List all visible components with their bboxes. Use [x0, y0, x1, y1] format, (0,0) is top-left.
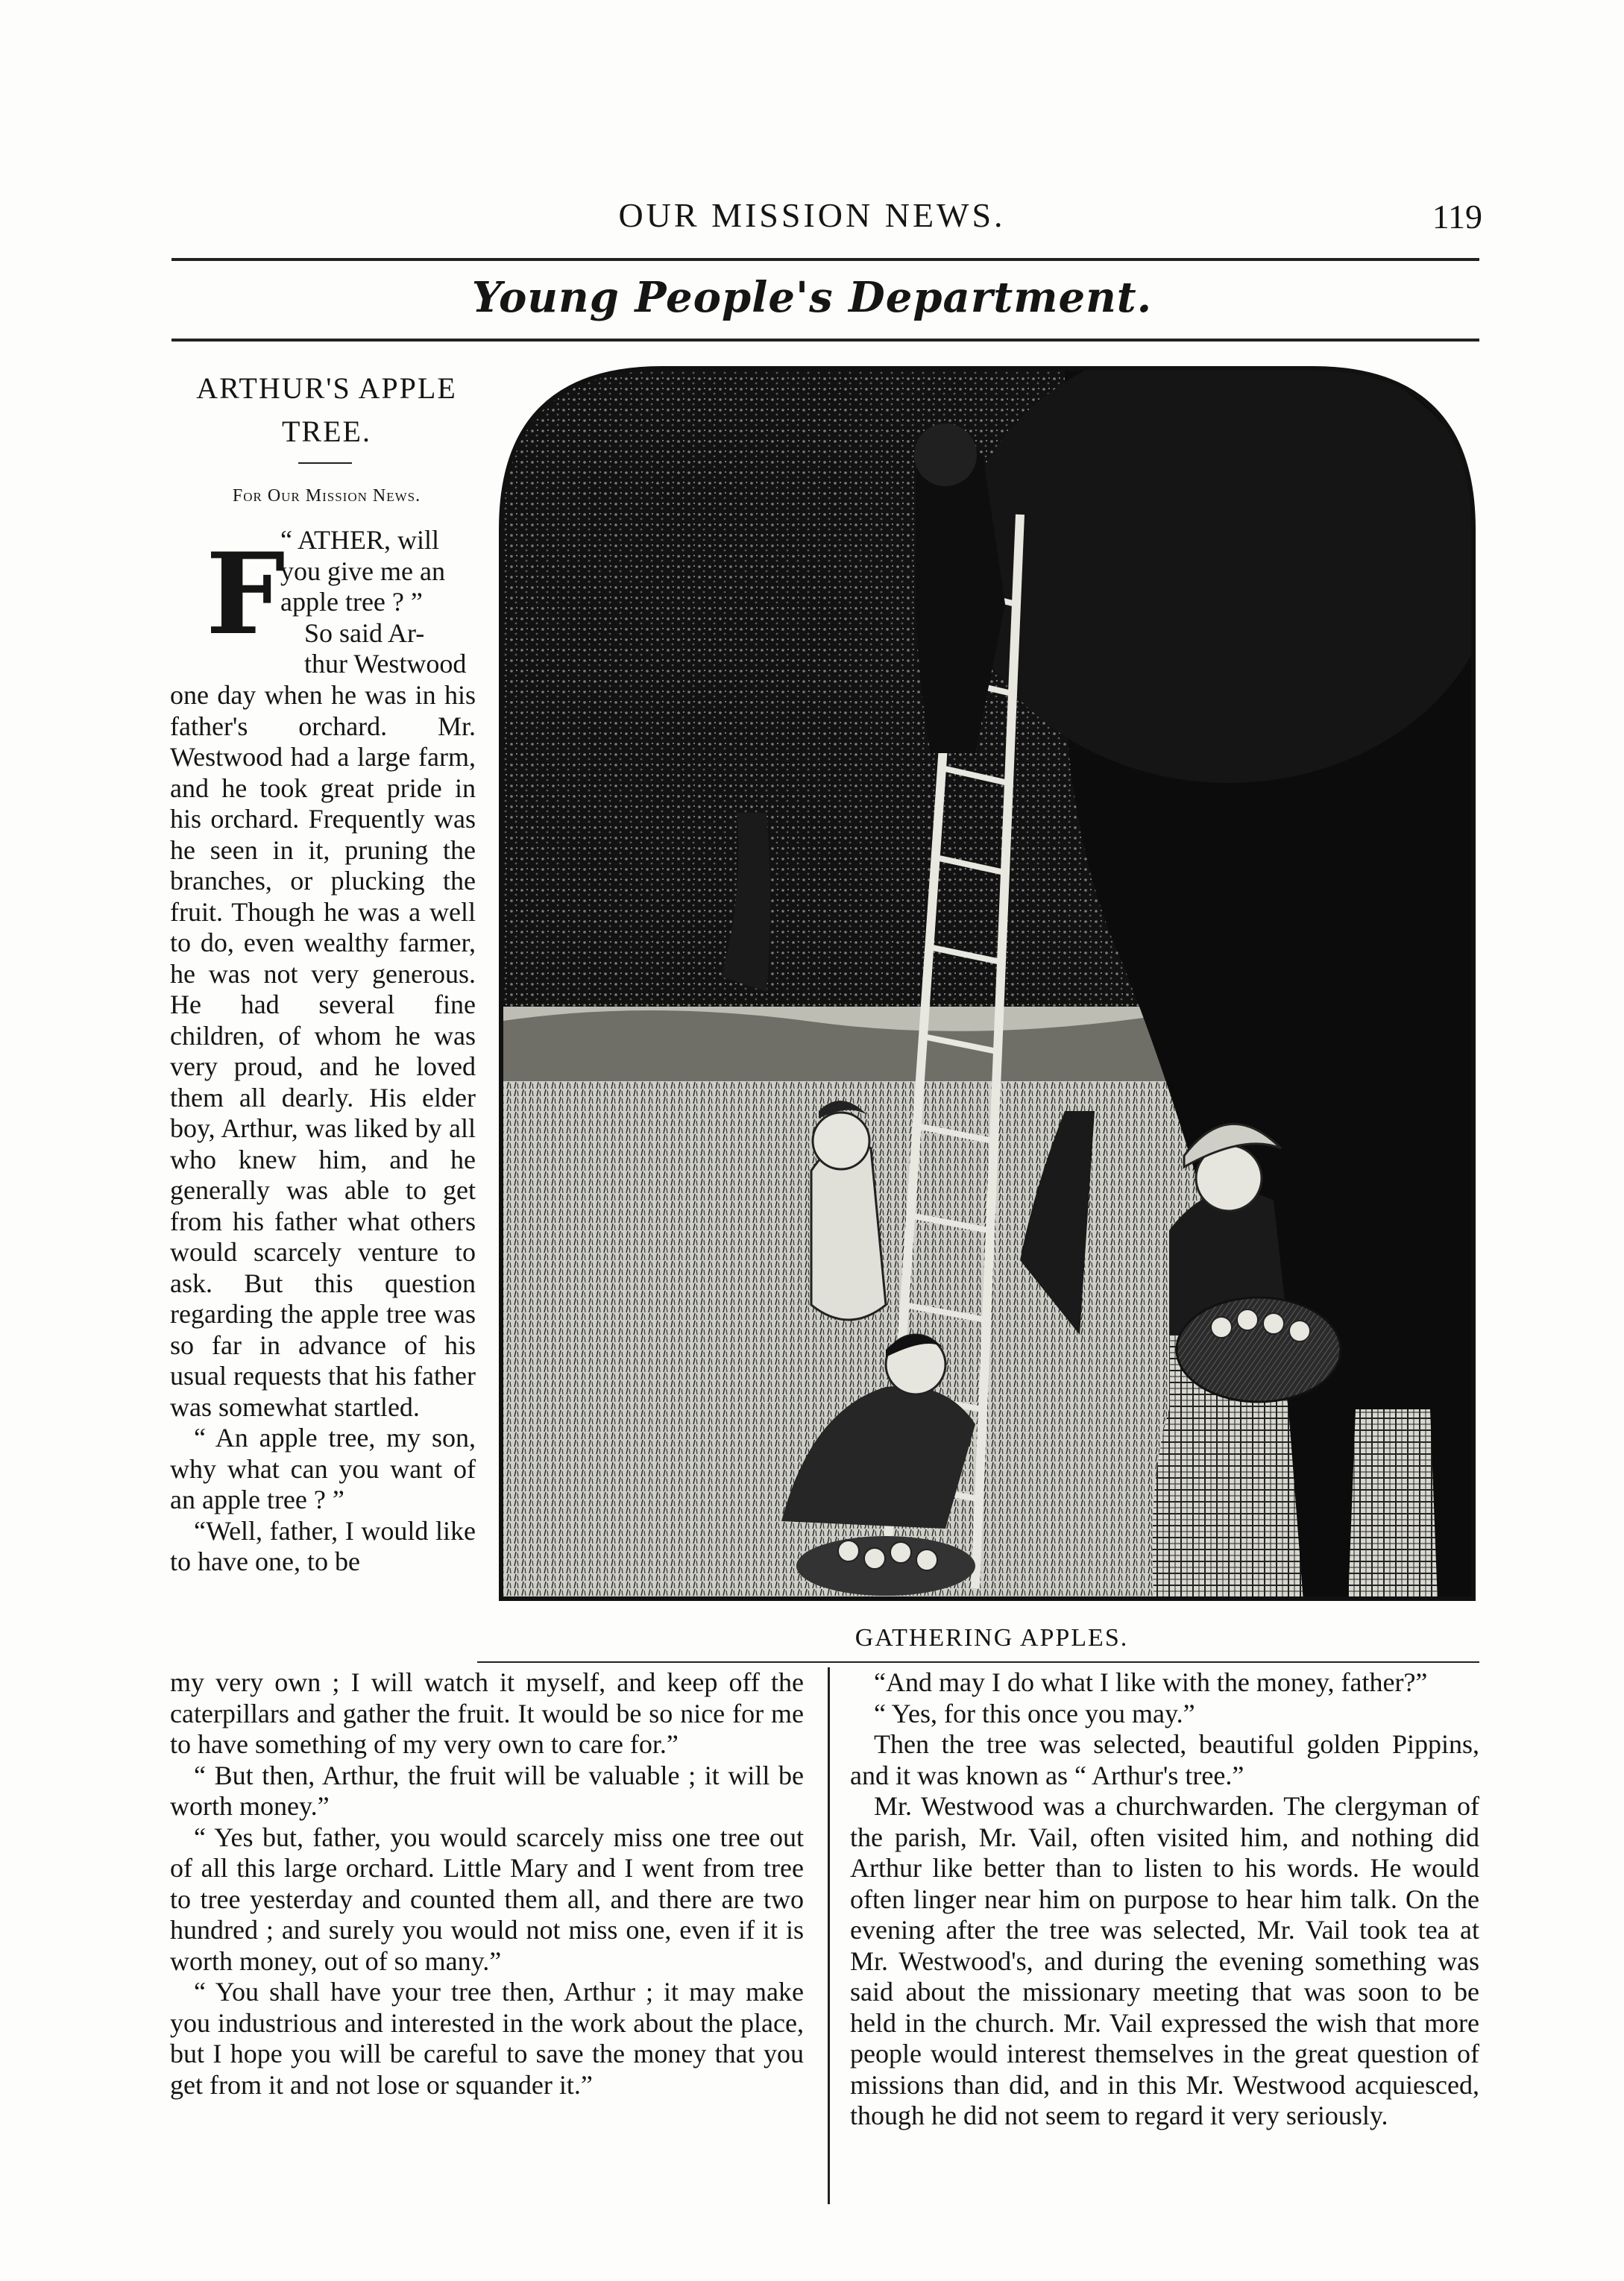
paragraph: Then the tree was selected, beautiful golden Pippins, and it was known as “ Arthur's tree.” [850, 1729, 1479, 1790]
paragraph: one day when he was in his father's orchard. Mr. Westwood had a large farm, and he took great pride in his orchard. Frequently was he seen in it, pruning the branches, or plucking the fruit. Though he was a well to do, even wealthy farmer, he was not very generous. He had several fine children, of whom he was very proud, and he loved them all dearly. His elder boy, Arthur, was liked by all who knew him, and he generally was able to get from his father what others would scarcely venture to ask. But this question regarding the apple tree was so far in advance of his usual requests that his father was somewhat startled. [170, 680, 476, 1422]
paragraph: my very own ; I will watch it myself, and keep off the caterpillars and gather the fruit. It would be so nice for me to have something of my very own to care for.” [170, 1667, 804, 1759]
drop-cap: F [206, 529, 286, 660]
gathering-apples-illustration [498, 365, 1476, 1602]
paragraph: “ Yes but, father, you would scarcely miss one tree out of all this large orchard. Little Mary and I went from tree to tree yesterday and counted them all, and there are two hundred ; and surely you would not miss one, even if it is worth money, out of so many.” [170, 1822, 804, 1976]
page-number: 119 [1432, 198, 1482, 236]
header-rule [171, 258, 1479, 261]
illustration-caption: GATHERING APPLES. [855, 1624, 1129, 1652]
opening-lines [170, 525, 476, 680]
paragraph: “ Yes, for this once you may.” [874, 1698, 1195, 1728]
opening-line: apple tree ? ” [280, 587, 423, 617]
paragraph: “ An apple tree, my son, why what can you want of an apple tree ? ” [170, 1423, 476, 1514]
illustration-rule [477, 1661, 1479, 1663]
opening-line: So said Ar- [304, 617, 425, 648]
bottom-right-column [850, 1667, 1479, 2132]
opening-line: “ ATHER, will [280, 525, 439, 555]
opening-line: you give me an [280, 556, 445, 586]
story-title: ARTHUR'S APPLE TREE. [196, 371, 457, 448]
opening-line: thur Westwood [304, 649, 467, 679]
column-divider [828, 1667, 830, 2204]
section-rule [171, 339, 1479, 342]
section-title: Young People's Department. [471, 273, 1153, 322]
title-divider [298, 462, 352, 464]
paragraph: “Well, father, I would like to have one, to be [170, 1515, 476, 1576]
running-title: OUR MISSION NEWS. [618, 196, 1006, 234]
paragraph: “ You shall have your tree then, Arthur ; it may make you industrious and interested in the work about the place, but I hope you will be careful to save the money that you get from it and not lose or squander it.” [170, 1977, 804, 2100]
byline: For Our Mission News. [232, 486, 421, 506]
paragraph: Mr. Westwood was a churchwarden. The clergyman of the parish, Mr. Vail, often visited him, and nothing did Arthur like better than to listen to his words. He would often linger near him on purpose to hear him talk. On the evening after the tree was selected, Mr. Vail took tea at Mr. Westwood's, and during the evening something was said about the missionary meeting that was soon to be held in the church. Mr. Vail expressed the wish that more people would interest themselves in the great question of missions than did, and in this Mr. Westwood acquiesced, though he did not seem to regard it very seriously. [850, 1791, 1479, 2130]
paragraph: “And may I do what I like with the money, father?” [874, 1667, 1428, 1697]
left-column [170, 680, 476, 1578]
bottom-left-column [170, 1667, 804, 2101]
paragraph: “ But then, Arthur, the fruit will be valuable ; it will be worth money.” [170, 1760, 804, 1821]
